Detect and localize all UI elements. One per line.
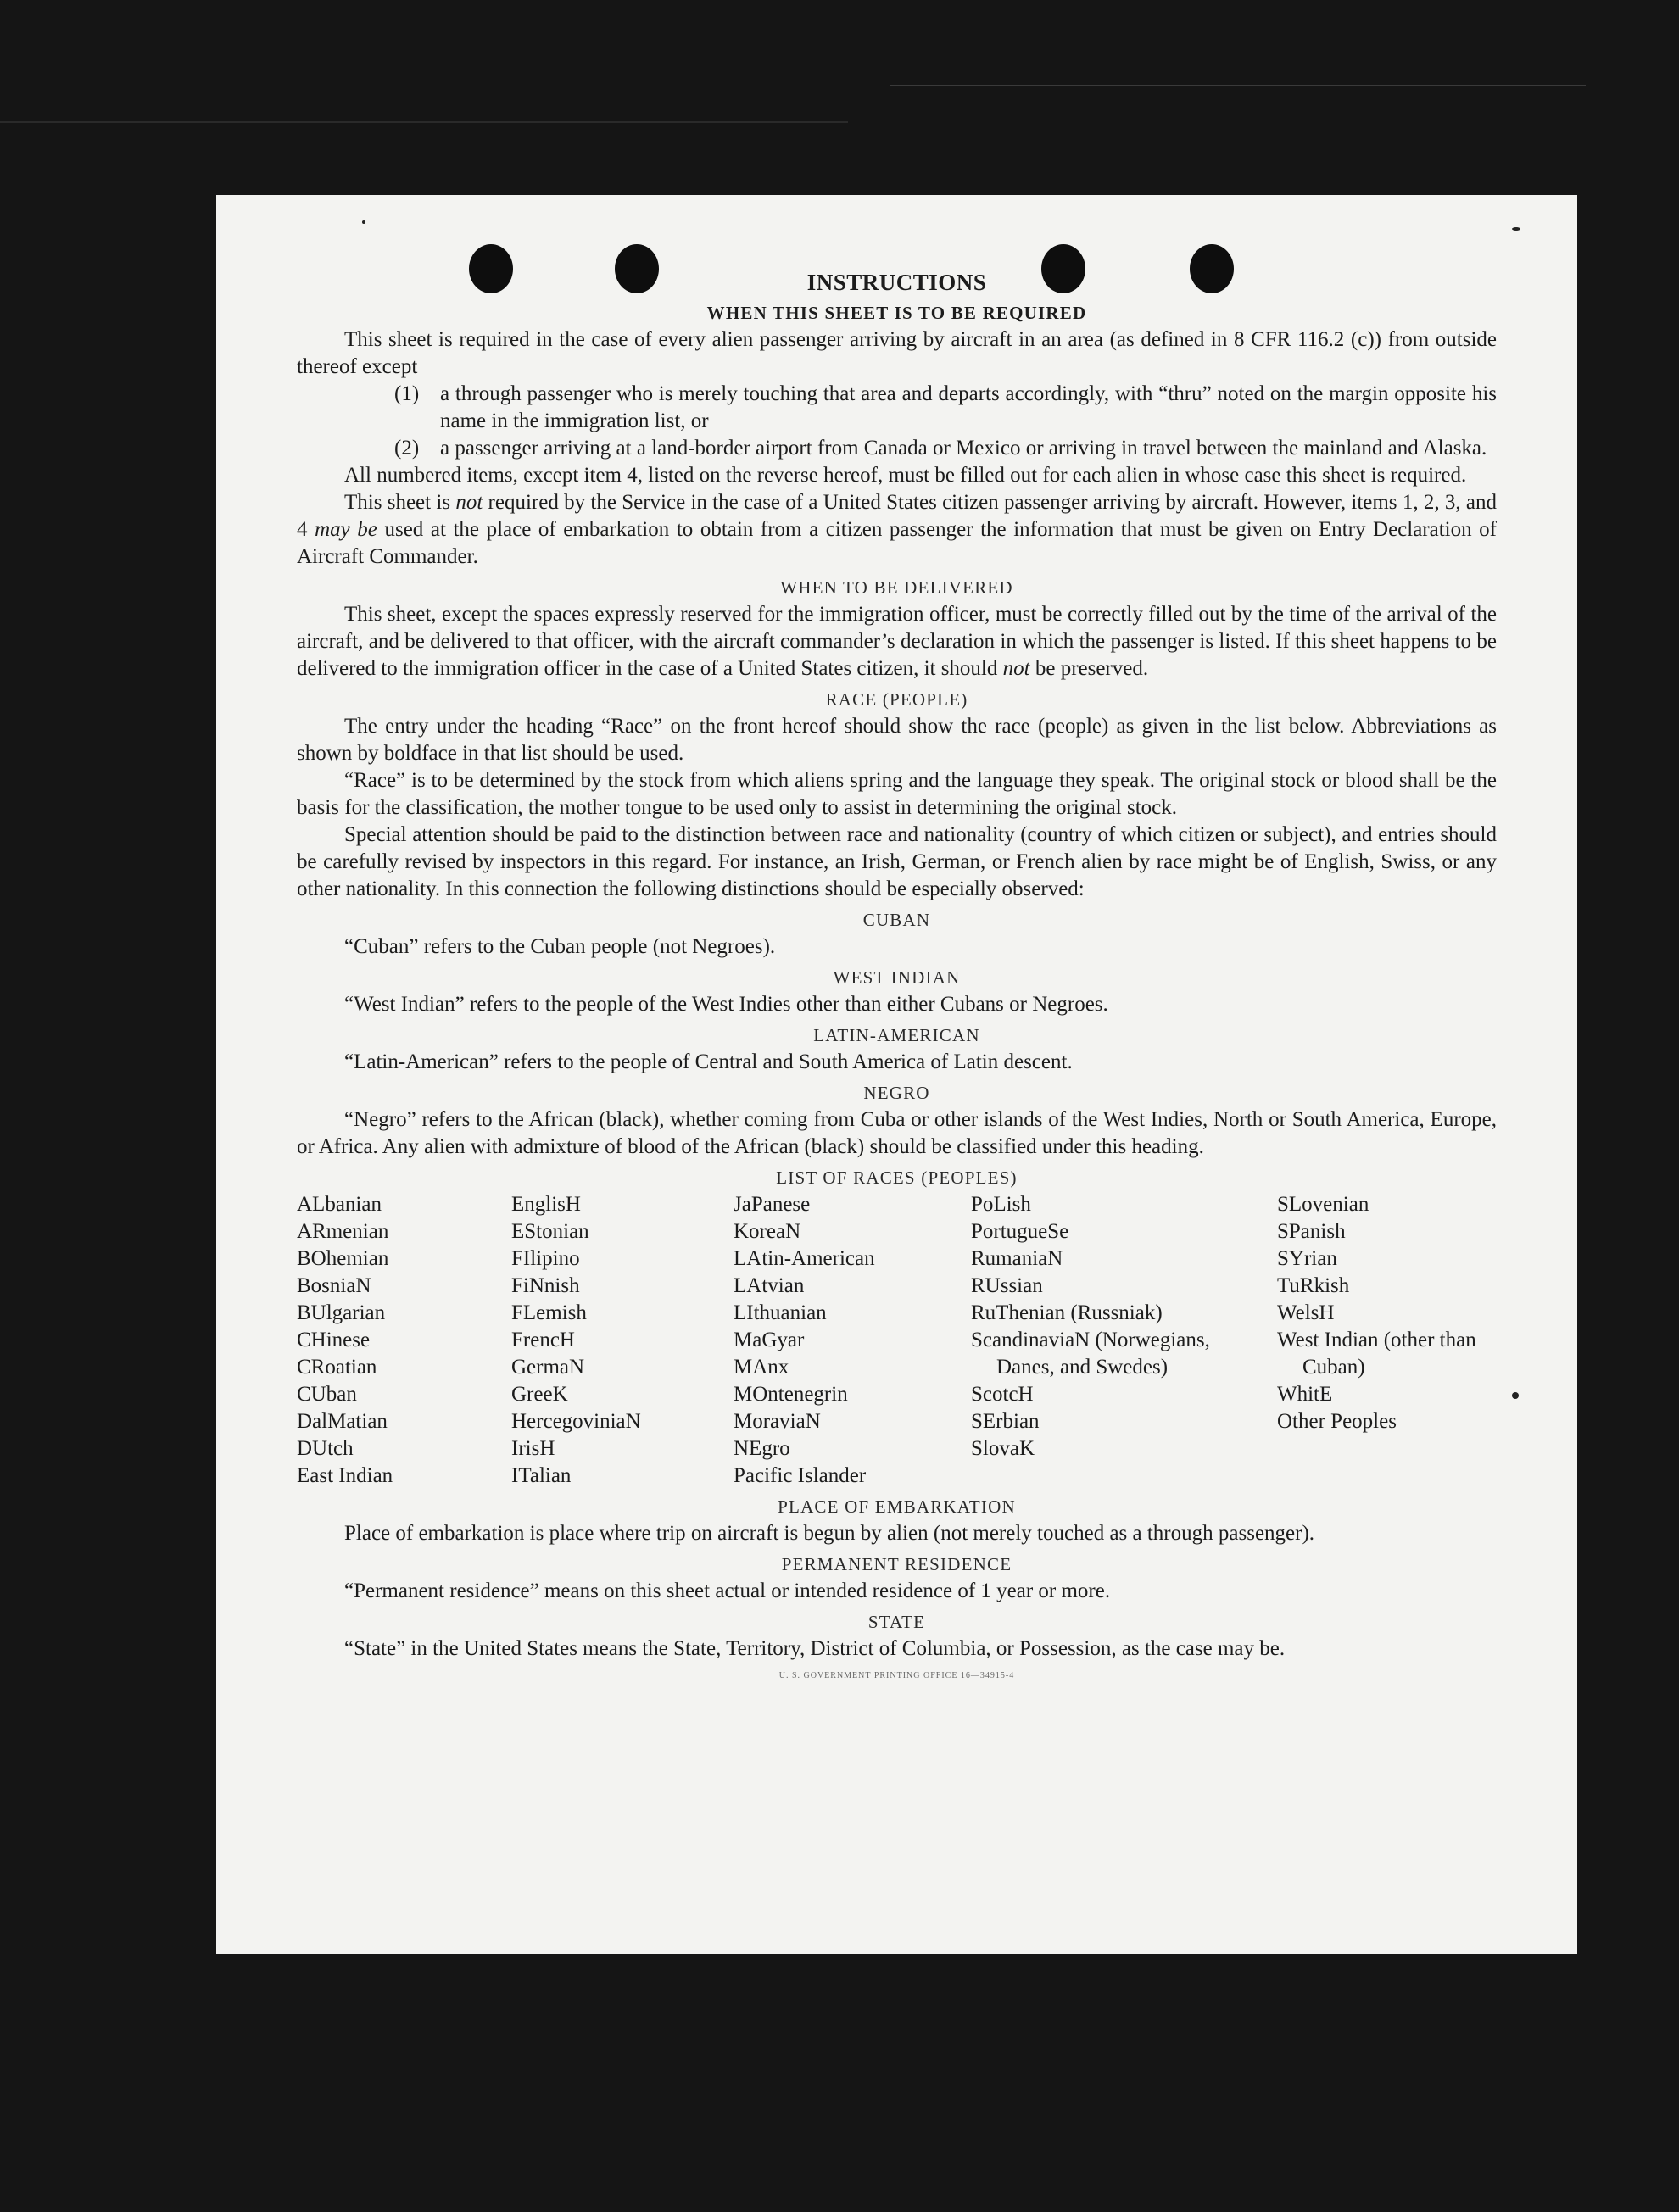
- race-entry: FIlipino: [511, 1247, 580, 1270]
- race-entry: SlovaK: [971, 1437, 1035, 1460]
- race-entry: LAtin-American: [734, 1247, 875, 1270]
- race-entry: IrisH: [511, 1437, 555, 1460]
- race-column: [971, 1191, 1277, 1490]
- heading-list-of-races: LIST OF RACES (PEOPLES): [776, 1167, 1018, 1188]
- instruction-sheet: [216, 195, 1577, 1954]
- race-entry: MOntenegrin: [734, 1383, 848, 1406]
- cuban-text: “Cuban” refers to the Cuban people (not Negroes).: [344, 935, 776, 958]
- punch-hole: [615, 244, 659, 293]
- race-entry: FLemish: [511, 1301, 587, 1324]
- race-list: [297, 1191, 1497, 1490]
- text-run: used at the place of embarkation to obtain from a citizen passenger the information that must be given on Entry Declaration of Aircraft Commander.: [297, 518, 1498, 568]
- latin-american-text: “Latin-American” refers to the people of Central and South America of Latin descent.: [344, 1050, 1073, 1073]
- when-delivered-text: [297, 601, 1497, 683]
- race-entry: ITalian: [511, 1464, 572, 1487]
- heading-state: STATE: [867, 1612, 926, 1632]
- race-entry: HercegoviniaN: [511, 1410, 641, 1433]
- emphasis: not: [455, 491, 483, 514]
- race-column: [1277, 1191, 1498, 1490]
- scan-artifact-line: [890, 85, 1586, 86]
- race-entry: PoLish: [971, 1193, 1031, 1216]
- item-number: (2): [394, 437, 420, 460]
- text-run: required by the Service in the case of a United States citizen passenger arriving by aircraft. However, items 1, 2, 3, and 4: [297, 491, 1497, 541]
- heading-race: RACE (PEOPLE): [825, 689, 968, 710]
- item-text: a passenger arriving at a land-border airport from Canada or Mexico or arriving in travel between the mainland and Alaska.: [440, 437, 1487, 460]
- race-para1: The entry under the heading “Race” on the front hereof should show the race (people) as given in the list below. Abbreviations as shown by boldface in that list should be used.: [297, 715, 1497, 765]
- heading-when-delivered: WHEN TO BE DELIVERED: [780, 577, 1013, 598]
- race-entry: DalMatian: [297, 1410, 388, 1433]
- race-entry: NEgro: [734, 1437, 790, 1460]
- punch-hole: [1041, 244, 1085, 293]
- race-entry: GermaN: [511, 1356, 585, 1379]
- race-entry: BosniaN: [297, 1274, 371, 1297]
- race-entry: MoraviaN: [734, 1410, 821, 1433]
- race-column: [297, 1191, 511, 1490]
- race-entry: DUtch: [297, 1437, 354, 1460]
- race-entry: SLovenian: [1277, 1193, 1369, 1216]
- race-entry: BOhemian: [297, 1247, 389, 1270]
- emphasis: may be: [315, 518, 377, 541]
- text-run: be preserved.: [1029, 657, 1149, 680]
- race-entry: West Indian (other than Cuban): [1277, 1329, 1476, 1379]
- race-entry: ARmenian: [297, 1220, 389, 1243]
- race-entry: RumaniaN: [971, 1247, 1063, 1270]
- state-text: “State” in the United States means the State, Territory, District of Columbia, or Possession, as the case may be.: [344, 1637, 1286, 1660]
- race-entry: SYrian: [1277, 1247, 1337, 1270]
- heading-latin-american: LATIN-AMERICAN: [813, 1025, 980, 1045]
- when-required-intro: This sheet is required in the case of every alien passenger arriving by aircraft in an area (as defined in 8 CFR 116.2 (c)) from outside thereof except: [297, 328, 1497, 378]
- negro-text: “Negro” refers to the African (black), whether coming from Cuba or other islands of the West Indies, North or South America, Europe, or Africa. Any alien with admixture of blood of the African (black) should be classified under this heading.: [297, 1108, 1497, 1158]
- race-entry: Pacific Islander: [734, 1464, 867, 1487]
- text-run: This sheet, except the spaces expressly reserved for the immigration officer, must be correctly filled out by the time of the arrival of the aircraft, and be delivered to that officer, with the aircraft commander’s declaration in which the passenger is listed. If this sheet happens to be delivered to the immigration officer in the case of a United States citizen, it should: [297, 603, 1497, 680]
- race-entry: RUssian: [971, 1274, 1043, 1297]
- race-column: [511, 1191, 734, 1490]
- speck: [1512, 227, 1520, 231]
- race-entry: GreeK: [511, 1383, 568, 1406]
- race-entry: East Indian: [297, 1464, 393, 1487]
- race-entry: FiNnish: [511, 1274, 580, 1297]
- when-required-para2: All numbered items, except item 4, listed on the reverse hereof, must be filled out for each alien in whose case this sheet is required.: [344, 464, 1467, 487]
- race-entry: ALbanian: [297, 1193, 382, 1216]
- exception-item: [297, 381, 1497, 435]
- race-entry: EStonian: [511, 1220, 589, 1243]
- speck: [1512, 1392, 1519, 1399]
- exception-item: [297, 435, 1497, 462]
- race-entry: TuRkish: [1277, 1274, 1350, 1297]
- punch-hole: [1190, 244, 1234, 293]
- place-of-embarkation-text: Place of embarkation is place where trip on aircraft is begun by alien (not merely touched as a through passenger).: [344, 1522, 1315, 1545]
- race-entry: SPanish: [1277, 1220, 1346, 1243]
- heading-when-required: WHEN THIS SHEET IS TO BE REQUIRED: [706, 303, 1087, 323]
- heading-permanent-residence: PERMANENT RESIDENCE: [781, 1554, 1012, 1574]
- west-indian-text: “West Indian” refers to the people of the West Indies other than either Cubans or Negroes.: [344, 993, 1108, 1016]
- race-entry: KoreaN: [734, 1220, 801, 1243]
- race-entry: CHinese: [297, 1329, 371, 1351]
- heading-cuban: CUBAN: [862, 910, 931, 930]
- race-entry: MAnx: [734, 1356, 789, 1379]
- punch-hole: [469, 244, 513, 293]
- race-entry: SErbian: [971, 1410, 1040, 1433]
- heading-place-of-embarkation: PLACE OF EMBARKATION: [778, 1496, 1016, 1517]
- race-entry: CRoatian: [297, 1356, 377, 1379]
- race-entry: WhitE: [1277, 1383, 1333, 1406]
- race-entry: BUlgarian: [297, 1301, 386, 1324]
- race-entry: ScotcH: [971, 1383, 1034, 1406]
- speck: [362, 220, 365, 224]
- race-column: [734, 1191, 971, 1490]
- permanent-residence-text: “Permanent residence” means on this sheet actual or intended residence of 1 year or more.: [344, 1580, 1111, 1602]
- emphasis: not: [1002, 657, 1030, 680]
- race-entry: JaPanese: [734, 1193, 811, 1216]
- printing-office-footer: U. S. GOVERNMENT PRINTING OFFICE 16—34915-4: [778, 1671, 1015, 1680]
- race-para2: “Race” is to be determined by the stock from which aliens spring and the language they speak. The original stock or blood shall be the basis for the classification, the mother tongue to be used only to assist in determining the original stock.: [297, 769, 1497, 819]
- when-required-para3: [297, 489, 1497, 571]
- race-entry: PortugueSe: [971, 1220, 1069, 1243]
- race-entry: WelsH: [1277, 1301, 1335, 1324]
- race-entry: CUban: [297, 1383, 357, 1406]
- race-entry: RuThenian (Russniak): [971, 1301, 1163, 1324]
- scan-artifact-line: [0, 121, 848, 123]
- item-number: (1): [394, 382, 420, 405]
- race-entry: MaGyar: [734, 1329, 805, 1351]
- race-entry: LIthuanian: [734, 1301, 827, 1324]
- race-entry: Other Peoples: [1277, 1410, 1397, 1433]
- heading-negro: NEGRO: [863, 1083, 930, 1103]
- heading-west-indian: WEST INDIAN: [833, 967, 961, 988]
- race-entry: FrencH: [511, 1329, 575, 1351]
- race-entry: ScandinaviaN (Norwegians, Danes, and Swedes): [971, 1329, 1210, 1379]
- race-entry: LAtvian: [734, 1274, 805, 1297]
- page-title: INSTRUCTIONS: [806, 270, 987, 295]
- race-para3: Special attention should be paid to the distinction between race and nationality (country of which citizen or subject), and entries should be carefully revised by inspectors in this regard. For instance, an Irish, German, or French alien by race might be of English, Swiss, or any other nationality. In this connection the following distinctions should be especially observed:: [297, 823, 1497, 900]
- text-run: This sheet is: [344, 491, 456, 514]
- item-text: a through passenger who is merely touching that area and departs accordingly, with “thru” noted on the margin opposite his name in the immigration list, or: [440, 382, 1497, 432]
- race-entry: EnglisH: [511, 1193, 581, 1216]
